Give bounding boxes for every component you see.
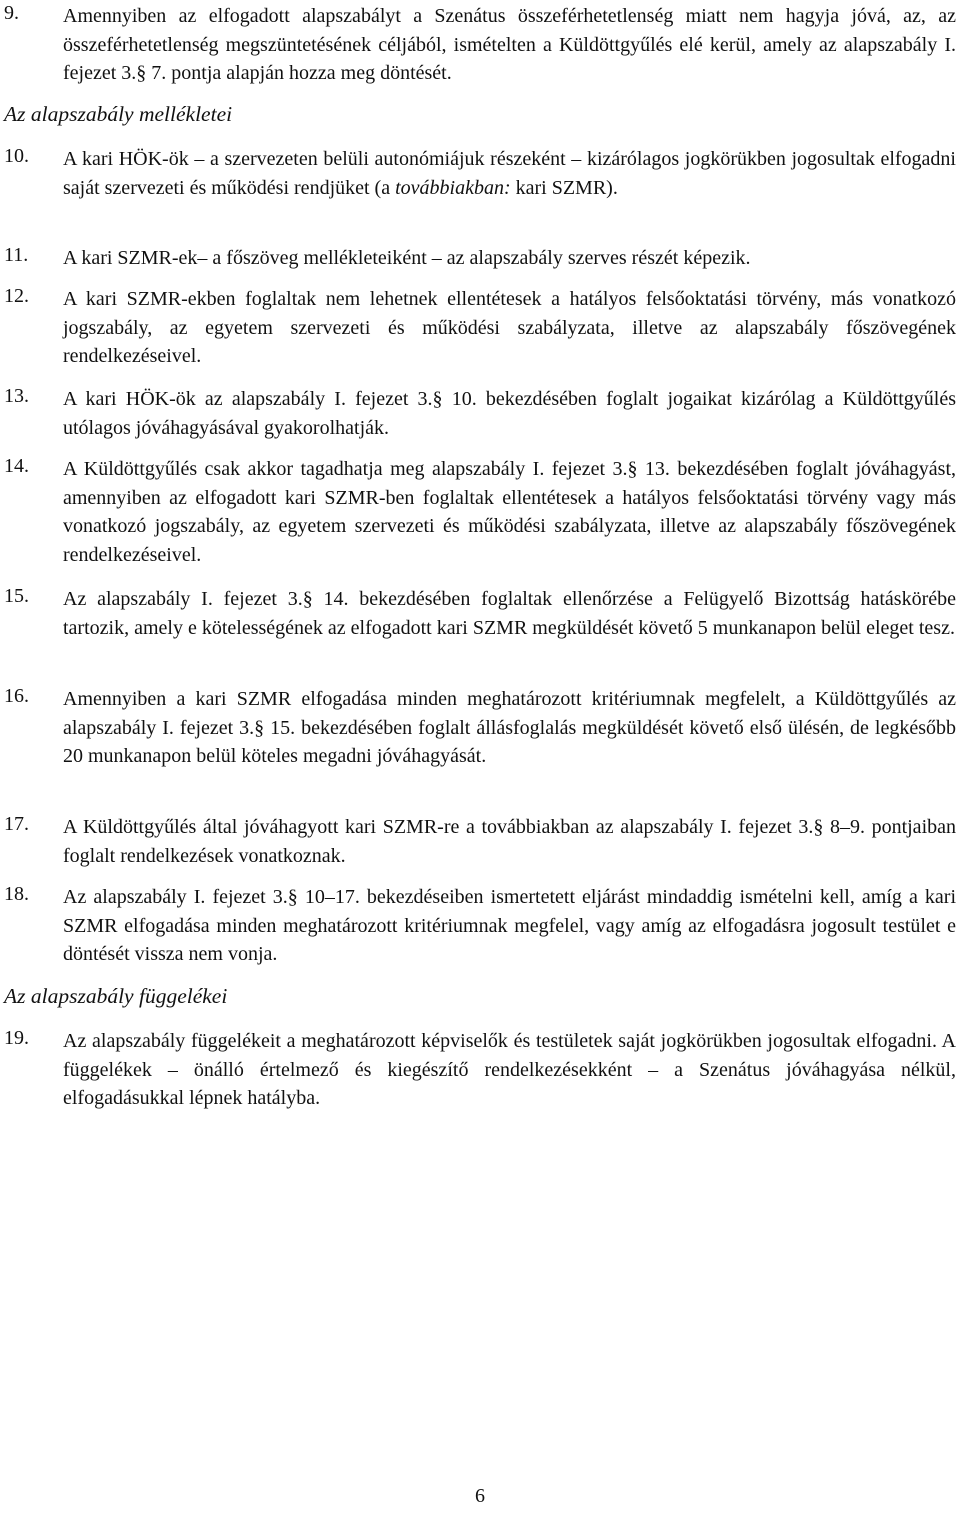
paragraph-14: [4, 455, 956, 569]
page-number: 6: [475, 1485, 485, 1507]
paragraph-text: A kari SZMR-ek– a főszöveg mellékleteiként – az alapszabály szerves részét képezik.: [63, 247, 751, 269]
paragraph-text: Amennyiben a kari SZMR elfogadása minden meghatározott kritériumnak megfelelt, a Küldöttgyűlés az alapszabály I. fejezet 3.§ 15. bekezdésében foglalt állásfoglalás megküldését követő első ülésén, de legkésőbb 20 munkanapon belül köteles megadni jóváhagyását.: [63, 688, 956, 768]
paragraph-number: 11.: [4, 244, 29, 266]
paragraph-text: Az alapszabály I. fejezet 3.§ 10–17. bekezdéseiben ismertetett eljárást mindaddig ismételni kell, amíg a kari SZMR elfogadása minden meghatározott kritériumnak megfelel, vagy amíg az elfogadásra jogosult testület e döntését vissza nem vonja.: [63, 886, 956, 966]
paragraph-text: A Küldöttgyűlés által jóváhagyott kari SZMR-re a továbbiakban az alapszabály I. fejezet 3.§ 8–9. pontjaiban foglalt rendelkezések vonatkoznak.: [63, 816, 956, 867]
paragraph-number: 14.: [4, 455, 29, 477]
section-heading-fuggelekek: Az alapszabály függelékei: [4, 984, 228, 1008]
section-heading-mellekletek: Az alapszabály mellékletei: [4, 102, 233, 126]
paragraph-19: [4, 1027, 956, 1113]
paragraph-16: [4, 685, 956, 771]
paragraph-text: A kari HÖK-ök az alapszabály I. fejezet 3.§ 10. bekezdésében foglalt jogaikat kizárólag a Küldöttgyűlés utólagos jóváhagyásával gyakorolhatják.: [63, 388, 956, 439]
paragraph-text-part: A kari HÖK-ök – a szervezeten belüli autonómiájuk részeként – kizárólagos jogkörükben jogosultak elfogadni saját szervezeti és működési rendjüket (a: [63, 148, 956, 199]
paragraph-text: Az alapszabály függelékeit a meghatározott képviselők és testületek saját jogkörükben jogosultak elfogadni. A függelékek – önálló értelmező és kiegészítő rendelkezésekként – a Szenátus jóváhagyása nélkül, elfogadásukkal lépnek hatályba.: [63, 1030, 956, 1110]
paragraph-text-part: kari SZMR).: [510, 176, 618, 199]
paragraph-13: [4, 385, 956, 442]
paragraph-number: 15.: [4, 585, 29, 607]
paragraph-text: Az alapszabály I. fejezet 3.§ 14. bekezdésében foglaltak ellenőrzése a Felügyelő Bizottság hatáskörébe tartozik, amely e kötelességének az elfogadott kari SZMR megküldését követő 5 munkanapon belül eleget tesz.: [63, 588, 956, 639]
paragraph-number: 18.: [4, 883, 29, 905]
paragraph-number: 19.: [4, 1027, 29, 1049]
paragraph-number: 17.: [4, 813, 29, 835]
paragraph-11: [4, 244, 956, 273]
paragraph-10: [4, 145, 956, 202]
paragraph-text-italic: továbbiakban:: [395, 176, 511, 199]
paragraph-15: [4, 585, 956, 642]
paragraph-text: A Küldöttgyűlés csak akkor tagadhatja meg alapszabály I. fejezet 3.§ 13. bekezdésében foglalt jóváhagyást, amennyiben az elfogadott kari SZMR-ben foglaltak ellentétesek a hatályos felsőoktatási törvény vagy más vonatkozó jogszabály, az egyetem szervezeti és működési szabályzata, illetve az alapszabály főszövegének rendelkezéseivel.: [63, 458, 956, 566]
paragraph-number: 9.: [4, 2, 19, 24]
paragraph-number: 10.: [4, 145, 29, 167]
paragraph-12: [4, 285, 956, 371]
paragraph-9: [4, 2, 956, 88]
paragraph-number: 12.: [4, 285, 29, 307]
paragraph-number: 16.: [4, 685, 29, 707]
paragraph-text: Amennyiben az elfogadott alapszabályt a Szenátus összeférhetetlenség miatt nem hagyja jóvá, az, az összeférhetetlenség megszüntetésének céljából, ismételten a Küldöttgyűlés elé kerül, amely az alapszabály I. fejezet 3.§ 7. pontja alapján hozza meg döntését.: [63, 5, 956, 85]
paragraph-text: [63, 145, 956, 202]
paragraph-18: [4, 883, 956, 969]
paragraph-17: [4, 813, 956, 870]
paragraph-text: A kari SZMR-ekben foglaltak nem lehetnek ellentétesek a hatályos felsőoktatási törvény, más vonatkozó jogszabály, az egyetem szervezeti és működési szabályzata, illetve az alapszabály főszövegének rendelkezéseivel.: [63, 288, 956, 368]
paragraph-number: 13.: [4, 385, 29, 407]
